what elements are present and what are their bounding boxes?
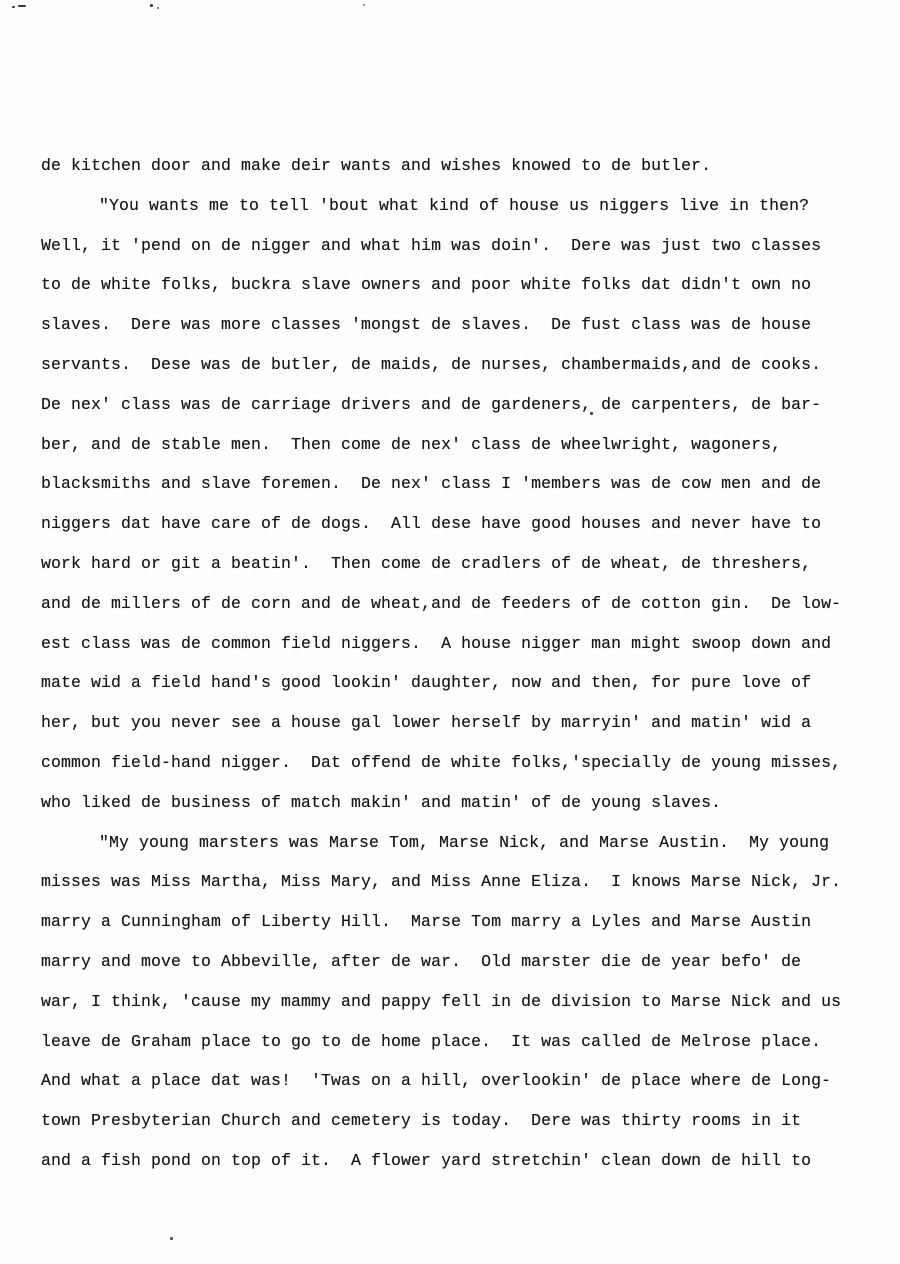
text-line: misses was Miss Martha, Miss Mary, and Miss Anne Eliza. I knows Marse Nick, Jr. <box>41 872 842 892</box>
text-line: war, I think, 'cause my mammy and pappy fell in de division to Marse Nick and us <box>41 991 842 1011</box>
scan-artifact <box>157 7 159 9</box>
text-line: town Presbyterian Church and cemetery is today. Dere was thirty rooms in it <box>41 1111 802 1131</box>
scan-artifact <box>150 4 153 7</box>
text-line: niggers dat have care of de dogs. All dese have good houses and never have to <box>41 514 822 534</box>
text-line: est class was de common field niggers. A house nigger man might swoop down and <box>41 633 832 653</box>
text-line: ber, and de stable men. Then come de nex' class de wheelwright, wagoners, <box>41 434 782 454</box>
text-line: and a fish pond on top of it. A flower yard stretchin' clean down de hill to <box>41 1150 812 1170</box>
text-lines <box>41 146 866 1181</box>
text-line: who liked de business of match makin' and matin' of de young slaves. <box>41 792 722 812</box>
text-line: "You wants me to tell 'bout what kind of house us niggers live in then? <box>99 195 810 215</box>
text-line: common field-hand nigger. Dat offend de white folks,'specially de young misses, <box>41 752 842 772</box>
text-line: slaves. Dere was more classes 'mongst de slaves. De fust class was de house <box>41 315 812 335</box>
scan-artifact <box>12 6 15 8</box>
text-line: marry and move to Abbeville, after de war. Old marster die de year befo' de <box>41 951 802 971</box>
text-line: leave de Graham place to go to de home place. It was called de Melrose place. <box>41 1031 822 1051</box>
text-line: Well, it 'pend on de nigger and what him was doin'. Dere was just two classes <box>41 235 822 255</box>
page-header <box>640 0 900 50</box>
text-line: servants. Dese was de butler, de maids, de nurses, chambermaids,and de cooks. <box>41 354 822 374</box>
text-line: her, but you never see a house gal lower herself by marryin' and matin' wid a <box>41 713 812 733</box>
text-line: work hard or git a beatin'. Then come de cradlers of de wheat, de threshers, <box>41 553 812 573</box>
text-line: marry a Cunningham of Liberty Hill. Marse Tom marry a Lyles and Marse Austin <box>41 912 812 932</box>
text-line: De nex' class was de carriage drivers and de gardeners, de carpenters, de bar- <box>41 394 822 414</box>
scan-artifact <box>363 4 365 6</box>
text-line: And what a place dat was! 'Twas on a hill, overlookin' de place where de Long- <box>41 1071 832 1091</box>
text-line: blacksmiths and slave foremen. De nex' class I 'members was de cow men and de <box>41 474 822 494</box>
text-line: de kitchen door and make deir wants and wishes knowed to de butler. <box>41 156 712 175</box>
text-line: to de white folks, buckra slave owners and poor white folks dat didn't own no <box>41 275 812 295</box>
text-line: "My young marsters was Marse Tom, Marse Nick, and Marse Austin. My young <box>99 832 830 852</box>
scan-artifact <box>18 5 26 7</box>
text-line: and de millers of de corn and de wheat,and de feeders of de cotton gin. De low- <box>41 593 842 613</box>
scan-artifact <box>170 1237 173 1240</box>
text-line: mate wid a field hand's good lookin' daughter, now and then, for pure love of <box>41 673 812 693</box>
